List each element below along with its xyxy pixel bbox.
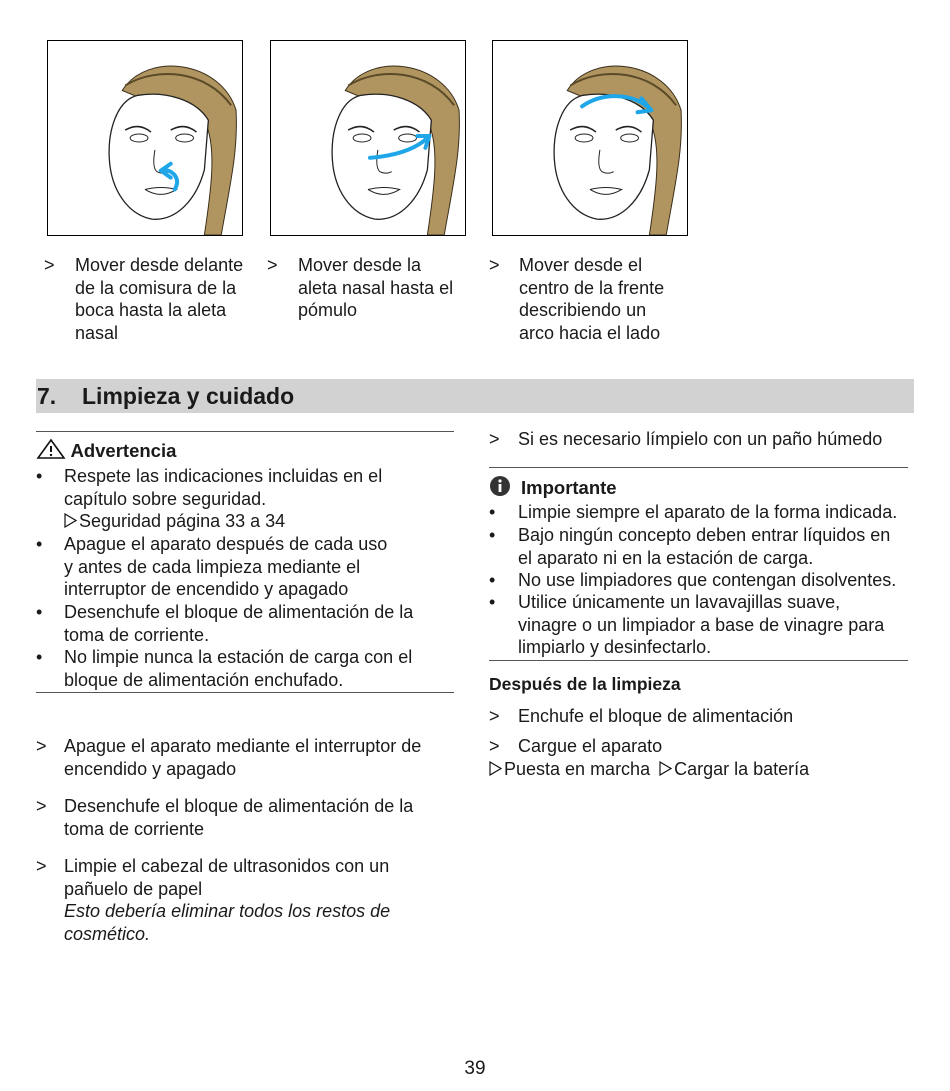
bullet: •	[36, 534, 43, 554]
warning-line: bloque de alimentación enchufado.	[64, 669, 344, 690]
after-step	[489, 705, 793, 728]
important-heading	[489, 475, 617, 499]
step-marker: >	[44, 255, 55, 275]
caption-line: aleta nasal hasta el	[298, 277, 454, 298]
cleaning-step	[36, 855, 390, 945]
face-illustration	[48, 41, 242, 235]
step-line: toma de corriente	[64, 818, 205, 839]
warning-item	[36, 465, 382, 533]
face-illustration	[493, 41, 687, 235]
warning-line: capítulo sobre seguridad.	[64, 488, 267, 509]
cleaning-step	[489, 428, 882, 451]
important-bottom-rule	[489, 660, 908, 661]
caption-line: Mover desde el	[519, 255, 643, 275]
step-marker: >	[36, 796, 47, 816]
caption-line: Mover desde delante	[75, 255, 244, 275]
step-marker: >	[489, 255, 500, 275]
important-item	[489, 569, 896, 592]
caption-line: de la comisura de la	[75, 277, 237, 298]
caption-panel-1	[44, 254, 243, 344]
bullet: •	[36, 466, 43, 486]
step-marker: >	[36, 736, 47, 756]
warning-line: Desenchufe el bloque de alimentación de la	[64, 602, 414, 622]
warning-item	[36, 601, 413, 646]
step-line: Apague el aparato mediante el interruptor de	[64, 736, 422, 756]
reference-arrow-icon	[659, 761, 672, 776]
important-line: vinagre o un limpiador a base de vinagre para	[518, 614, 885, 635]
important-item	[489, 524, 890, 569]
reference-arrow-icon	[64, 513, 77, 528]
warning-triangle-icon	[36, 438, 66, 460]
cross-reference	[489, 758, 809, 781]
warning-item	[36, 533, 387, 601]
important-top-rule	[489, 467, 908, 468]
info-icon	[489, 475, 511, 497]
warning-line: y antes de cada limpieza mediante el	[64, 556, 361, 577]
bullet: •	[489, 525, 496, 545]
step-marker: >	[489, 736, 500, 756]
step-line: Si es necesario límpielo con un paño húmedo	[518, 429, 883, 449]
illustration-mouth-to-nose	[47, 40, 243, 236]
caption-line: pómulo	[298, 300, 358, 320]
cleaning-step	[36, 795, 413, 840]
step-line: Enchufe el bloque de alimentación	[518, 706, 794, 726]
warning-line: Apague el aparato después de cada uso	[64, 534, 388, 554]
important-line: Utilice únicamente un lavavajillas suave,	[518, 592, 841, 612]
warning-item	[36, 646, 412, 691]
important-line: Limpie siempre el aparato de la forma indicada.	[518, 502, 898, 522]
step-line: Desenchufe el bloque de alimentación de la	[64, 796, 414, 816]
important-line: el aparato ni en la estación de carga.	[518, 547, 814, 568]
illustration-nose-to-cheekbone	[270, 40, 466, 236]
bullet: •	[489, 570, 496, 590]
bullet: •	[489, 502, 496, 522]
reference-text: Puesta en marcha	[504, 759, 651, 779]
bullet: •	[36, 647, 43, 667]
reference-text: Cargar la batería	[674, 759, 810, 779]
important-title: Importante	[521, 477, 617, 498]
caption-line: boca hasta la aleta	[75, 300, 227, 320]
step-line: encendido y apagado	[64, 758, 237, 779]
page-number: 39	[464, 1058, 486, 1079]
step-note: Esto debería eliminar todos los restos de	[64, 901, 391, 922]
reference-text: Seguridad página 33 a 34	[79, 511, 286, 532]
warning-top-rule	[36, 431, 454, 432]
step-marker: >	[36, 856, 47, 876]
cleaning-step	[36, 735, 421, 780]
caption-line: describiendo un	[519, 300, 647, 320]
after-step	[489, 735, 662, 758]
caption-panel-2	[267, 254, 453, 322]
bullet: •	[36, 602, 43, 622]
important-item	[489, 591, 884, 659]
face-illustration	[271, 41, 465, 235]
step-marker: >	[489, 706, 500, 726]
caption-line: nasal	[75, 322, 119, 343]
important-line: Bajo ningún concepto deben entrar líquidos en	[518, 525, 891, 545]
warning-bottom-rule	[36, 692, 454, 693]
step-marker: >	[267, 255, 278, 275]
step-line: pañuelo de papel	[64, 878, 203, 899]
step-line: Limpie el cabezal de ultrasonidos con un	[64, 856, 390, 876]
reference-arrow-icon	[489, 761, 502, 776]
warning-title: Advertencia	[70, 440, 177, 461]
important-line: limpiarlo y desinfectarlo.	[518, 637, 712, 658]
warning-line: interruptor de encendido y apagado	[64, 579, 349, 600]
step-note: cosmético.	[64, 923, 151, 944]
important-item	[489, 501, 897, 524]
step-marker: >	[489, 429, 500, 449]
caption-panel-3	[489, 254, 664, 344]
illustration-forehead-arc	[492, 40, 688, 236]
bullet: •	[489, 592, 496, 612]
important-line: No use limpiadores que contengan disolventes.	[518, 570, 897, 590]
section-number: 7.	[37, 383, 57, 409]
caption-line: centro de la frente	[519, 277, 665, 298]
caption-line: arco hacia el lado	[519, 322, 661, 343]
step-line: Cargue el aparato	[518, 736, 663, 756]
warning-line: No limpie nunca la estación de carga con el	[64, 647, 413, 667]
cross-reference	[64, 510, 382, 533]
after-cleaning-heading: Después de la limpieza	[489, 674, 681, 694]
caption-line: Mover desde la	[298, 255, 422, 275]
warning-heading	[36, 438, 176, 462]
section-title: Limpieza y cuidado	[82, 383, 295, 409]
warning-line: toma de corriente.	[64, 624, 210, 645]
warning-line: Respete las indicaciones incluidas en el	[64, 466, 383, 486]
